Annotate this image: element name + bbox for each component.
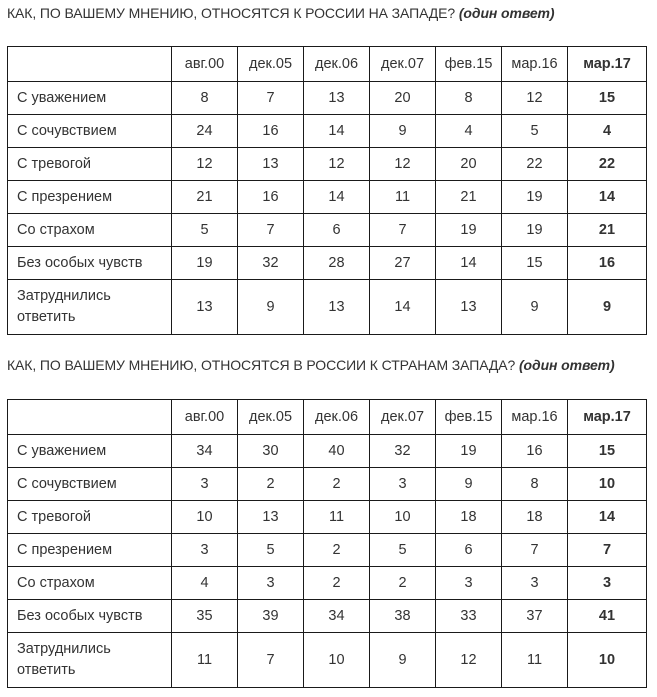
table-header-row: [8, 47, 647, 82]
row-label-line: ответить: [17, 309, 76, 325]
value-cell: 7: [370, 214, 436, 247]
table-row: [8, 115, 647, 148]
value-cell: 15: [568, 82, 647, 115]
column-header: мар.16: [502, 47, 568, 82]
value-cell: 34: [304, 600, 370, 633]
value-cell: 10: [370, 501, 436, 534]
column-header: дек.05: [238, 47, 304, 82]
value-cell: 12: [304, 148, 370, 181]
value-cell: 9: [238, 280, 304, 335]
column-header: дек.07: [370, 47, 436, 82]
value-cell: 14: [436, 247, 502, 280]
value-cell: 9: [568, 280, 647, 335]
value-cell: 7: [238, 82, 304, 115]
table-row: [8, 82, 647, 115]
value-cell: 4: [568, 115, 647, 148]
row-label: [8, 280, 172, 335]
column-header: мар.16: [502, 400, 568, 435]
table-row: [8, 468, 647, 501]
value-cell: 4: [172, 567, 238, 600]
value-cell: 10: [172, 501, 238, 534]
value-cell: 30: [238, 435, 304, 468]
value-cell: 21: [172, 181, 238, 214]
value-cell: 6: [304, 214, 370, 247]
value-cell: 16: [568, 247, 647, 280]
row-label-line: Затруднились: [17, 288, 111, 304]
value-cell: 21: [568, 214, 647, 247]
value-cell: 3: [502, 567, 568, 600]
table-row: [8, 633, 647, 688]
value-cell: 33: [436, 600, 502, 633]
value-cell: 5: [172, 214, 238, 247]
row-label-line: Затруднились: [17, 641, 111, 657]
table-row: [8, 567, 647, 600]
value-cell: 12: [502, 82, 568, 115]
question-1-heading: [7, 5, 554, 21]
table-row: [8, 181, 647, 214]
value-cell: 12: [436, 633, 502, 688]
value-cell: 2: [304, 534, 370, 567]
value-cell: 20: [370, 82, 436, 115]
value-cell: 11: [370, 181, 436, 214]
table-header-row: [8, 400, 647, 435]
value-cell: 7: [502, 534, 568, 567]
row-label: С тревогой: [8, 501, 172, 534]
column-header: авг.00: [172, 47, 238, 82]
value-cell: 15: [568, 435, 647, 468]
column-header: авг.00: [172, 400, 238, 435]
value-cell: 19: [502, 181, 568, 214]
value-cell: 5: [370, 534, 436, 567]
row-label: С уважением: [8, 82, 172, 115]
value-cell: 39: [238, 600, 304, 633]
survey-table-2: [7, 399, 647, 688]
value-cell: 5: [238, 534, 304, 567]
row-label: С сочувствием: [8, 468, 172, 501]
question-1-hint: (один ответ): [458, 5, 555, 21]
row-label: С сочувствием: [8, 115, 172, 148]
value-cell: 18: [436, 501, 502, 534]
row-label: С уважением: [8, 435, 172, 468]
value-cell: 14: [568, 181, 647, 214]
value-cell: 16: [238, 181, 304, 214]
value-cell: 9: [502, 280, 568, 335]
value-cell: 9: [370, 633, 436, 688]
value-cell: 13: [238, 148, 304, 181]
value-cell: 5: [502, 115, 568, 148]
value-cell: 13: [238, 501, 304, 534]
value-cell: 16: [502, 435, 568, 468]
row-label: С презрением: [8, 181, 172, 214]
value-cell: 22: [502, 148, 568, 181]
value-cell: 9: [370, 115, 436, 148]
value-cell: 13: [172, 280, 238, 335]
value-cell: 10: [568, 633, 647, 688]
question-2-hint: (один ответ): [519, 357, 615, 373]
value-cell: 8: [502, 468, 568, 501]
value-cell: 34: [172, 435, 238, 468]
value-cell: 40: [304, 435, 370, 468]
value-cell: 14: [370, 280, 436, 335]
header-corner-cell: [8, 400, 172, 435]
value-cell: 3: [172, 468, 238, 501]
value-cell: 3: [436, 567, 502, 600]
value-cell: 10: [304, 633, 370, 688]
value-cell: 35: [172, 600, 238, 633]
value-cell: 2: [304, 567, 370, 600]
value-cell: 16: [238, 115, 304, 148]
value-cell: 20: [436, 148, 502, 181]
question-2-heading: [7, 357, 615, 373]
row-label: С тревогой: [8, 148, 172, 181]
value-cell: 19: [436, 435, 502, 468]
value-cell: 3: [568, 567, 647, 600]
value-cell: 32: [370, 435, 436, 468]
value-cell: 2: [370, 567, 436, 600]
value-cell: 38: [370, 600, 436, 633]
row-label: [8, 633, 172, 688]
value-cell: 28: [304, 247, 370, 280]
column-header: фев.15: [436, 400, 502, 435]
table-row: [8, 600, 647, 633]
value-cell: 13: [304, 280, 370, 335]
value-cell: 2: [238, 468, 304, 501]
value-cell: 8: [172, 82, 238, 115]
value-cell: 4: [436, 115, 502, 148]
value-cell: 24: [172, 115, 238, 148]
row-label: С презрением: [8, 534, 172, 567]
value-cell: 14: [304, 181, 370, 214]
value-cell: 15: [502, 247, 568, 280]
row-label: Без особых чувств: [8, 247, 172, 280]
value-cell: 3: [172, 534, 238, 567]
table-row: [8, 214, 647, 247]
table-row: [8, 534, 647, 567]
value-cell: 8: [436, 82, 502, 115]
value-cell: 7: [238, 633, 304, 688]
value-cell: 14: [568, 501, 647, 534]
value-cell: 32: [238, 247, 304, 280]
question-1-text: КАК, ПО ВАШЕМУ МНЕНИЮ, ОТНОСЯТСЯ К РОССИИ НА ЗАПАДЕ?: [7, 5, 456, 21]
value-cell: 41: [568, 600, 647, 633]
table-row: [8, 435, 647, 468]
column-header: фев.15: [436, 47, 502, 82]
value-cell: 12: [370, 148, 436, 181]
column-header: дек.07: [370, 400, 436, 435]
column-header: дек.06: [304, 47, 370, 82]
column-header: дек.06: [304, 400, 370, 435]
table-row: [8, 501, 647, 534]
column-header: дек.05: [238, 400, 304, 435]
value-cell: 18: [502, 501, 568, 534]
table-row: [8, 148, 647, 181]
value-cell: 7: [238, 214, 304, 247]
value-cell: 13: [304, 82, 370, 115]
row-label: Со страхом: [8, 567, 172, 600]
row-label: Без особых чувств: [8, 600, 172, 633]
value-cell: 13: [436, 280, 502, 335]
value-cell: 14: [304, 115, 370, 148]
survey-table-1: [7, 46, 647, 335]
column-header: мар.17: [568, 400, 647, 435]
table-row: [8, 280, 647, 335]
row-label: Со страхом: [8, 214, 172, 247]
value-cell: 19: [502, 214, 568, 247]
value-cell: 7: [568, 534, 647, 567]
value-cell: 27: [370, 247, 436, 280]
value-cell: 3: [238, 567, 304, 600]
header-corner-cell: [8, 47, 172, 82]
column-header: мар.17: [568, 47, 647, 82]
value-cell: 21: [436, 181, 502, 214]
table-row: [8, 247, 647, 280]
question-2-text: КАК, ПО ВАШЕМУ МНЕНИЮ, ОТНОСЯТСЯ В РОССИИ К СТРАНАМ ЗАПАДА?: [7, 357, 516, 373]
value-cell: 2: [304, 468, 370, 501]
value-cell: 3: [370, 468, 436, 501]
value-cell: 12: [172, 148, 238, 181]
value-cell: 9: [436, 468, 502, 501]
value-cell: 19: [436, 214, 502, 247]
value-cell: 11: [304, 501, 370, 534]
value-cell: 6: [436, 534, 502, 567]
value-cell: 11: [172, 633, 238, 688]
value-cell: 22: [568, 148, 647, 181]
value-cell: 10: [568, 468, 647, 501]
value-cell: 11: [502, 633, 568, 688]
value-cell: 37: [502, 600, 568, 633]
row-label-line: ответить: [17, 662, 76, 678]
value-cell: 19: [172, 247, 238, 280]
